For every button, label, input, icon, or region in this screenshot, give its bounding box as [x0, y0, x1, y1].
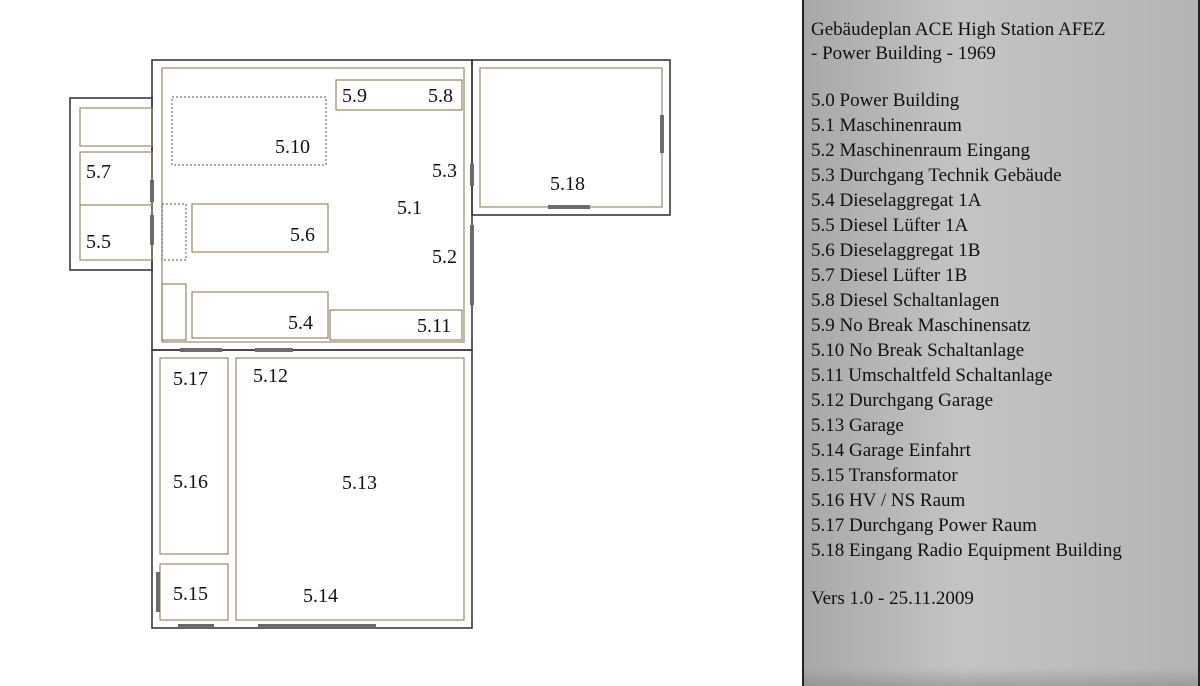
legend-list — [811, 88, 1198, 563]
building-walls — [70, 60, 670, 628]
room-label-5-11: 5.11 — [417, 315, 452, 337]
door-5-3 — [470, 164, 474, 186]
room-label-5-12: 5.12 — [253, 365, 288, 387]
door-5-12 — [255, 348, 293, 352]
machine-hall-outer-wall — [152, 60, 472, 350]
legend-item: 5.16 HV / NS Raum — [811, 490, 966, 511]
room-label-5-2: 5.2 — [432, 246, 457, 268]
equipment-left-cabinet — [162, 284, 186, 340]
room-label-5-14: 5.14 — [303, 585, 338, 607]
room-label-5-9: 5.9 — [342, 85, 367, 107]
room-label-5-10: 5.10 — [275, 136, 310, 158]
room-label-5-16: 5.16 — [173, 471, 208, 493]
legend-item: 5.2 Maschinenraum Eingang — [811, 140, 1030, 161]
legend-title-line-1: Gebäudeplan ACE High Station AFEZ — [811, 19, 1106, 40]
door-fan-1a — [150, 215, 154, 245]
door-5-15-side — [156, 572, 160, 612]
door-5-14 — [258, 624, 376, 628]
legend-item: 5.3 Durchgang Technik Gebäude — [811, 165, 1062, 186]
fan-annex-top-room — [80, 108, 152, 146]
room-label-5-7: 5.7 — [86, 161, 111, 183]
legend-item: 5.12 Durchgang Garage — [811, 390, 994, 411]
legend-item: 5.1 Maschinenraum — [811, 115, 962, 136]
door-annex-right — [660, 115, 664, 153]
door-fan-1b — [150, 180, 154, 202]
room-label-5-8: 5.8 — [428, 85, 453, 107]
room-labels — [86, 85, 585, 607]
room-label-5-15: 5.15 — [173, 583, 208, 605]
room-label-5-5: 5.5 — [86, 231, 111, 253]
room-label-5-13: 5.13 — [342, 472, 377, 494]
door-5-2 — [470, 225, 474, 305]
legend-bottom-shadow — [804, 668, 1198, 686]
door-5-18 — [548, 205, 590, 209]
room-label-5-3: 5.3 — [432, 160, 457, 182]
legend-item: 5.4 Dieselaggregat 1A — [811, 190, 982, 211]
legend-item: 5.18 Eingang Radio Equipment Building — [811, 540, 1122, 561]
door-5-15-bottom — [178, 624, 214, 628]
legend-item: 5.15 Transformator — [811, 465, 958, 486]
doors — [150, 115, 664, 628]
legend-item: 5.9 No Break Maschinensatz — [811, 315, 1031, 336]
room-label-5-17: 5.17 — [173, 368, 208, 390]
legend-title-line-2: - Power Building - 1969 — [811, 43, 996, 64]
legend-item: 5.0 Power Building — [811, 90, 960, 111]
fan-annex-outer-wall — [70, 98, 152, 270]
equipment-fan-duct — [162, 204, 186, 260]
room-label-5-18: 5.18 — [550, 173, 585, 195]
legend-item: 5.10 No Break Schaltanlage — [811, 340, 1025, 361]
legend-item: 5.11 Umschaltfeld Schaltanlage — [811, 365, 1053, 386]
room-label-5-1: 5.1 — [397, 197, 422, 219]
door-5-17 — [180, 348, 222, 352]
legend-panel — [802, 0, 1200, 686]
legend-item: 5.7 Diesel Lüfter 1B — [811, 265, 968, 286]
legend-item: 5.17 Durchgang Power Raum — [811, 515, 1037, 536]
legend-item: 5.6 Dieselaggregat 1B — [811, 240, 981, 261]
legend-item: 5.13 Garage — [811, 415, 904, 436]
legend-item: 5.8 Diesel Schaltanlagen — [811, 290, 1000, 311]
legend-item: 5.5 Diesel Lüfter 1A — [811, 215, 969, 236]
room-label-5-4: 5.4 — [288, 312, 313, 334]
legend-item: 5.14 Garage Einfahrt — [811, 440, 971, 461]
legend-version: Vers 1.0 - 25.11.2009 — [811, 588, 974, 609]
room-label-5-6: 5.6 — [290, 224, 315, 246]
